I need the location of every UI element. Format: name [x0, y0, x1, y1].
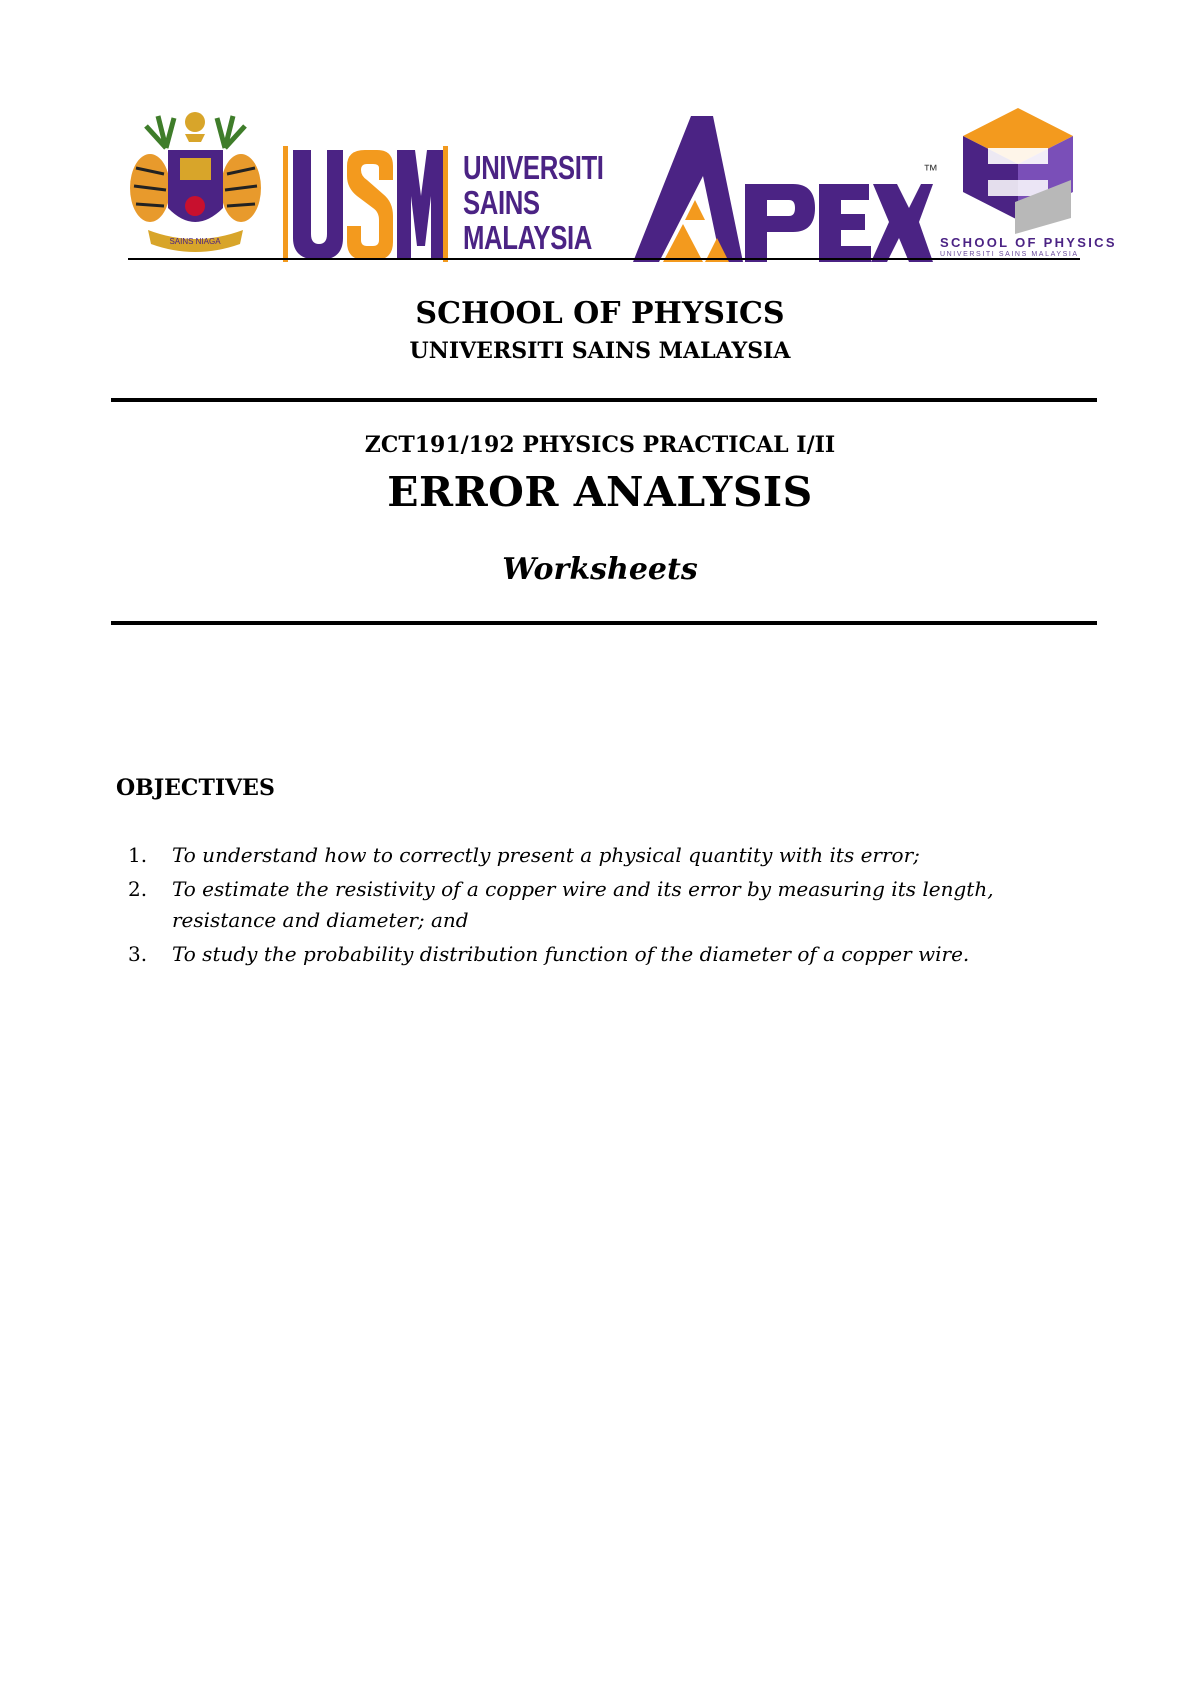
usm-word-1: UNIVERSITI	[463, 149, 604, 186]
banner-divider	[128, 258, 1080, 260]
apex-trademark: ™	[923, 162, 938, 179]
objective-number: 2.	[128, 877, 148, 901]
objective-text: To estimate the resistivity of a copper wire and its error by measuring its length, resistance and diameter; and	[172, 877, 994, 932]
usm-letters-icon	[283, 146, 448, 262]
course-code: ZCT191/192 PHYSICS PRACTICAL I/II	[364, 432, 836, 458]
school-of-physics-wordmark: SCHOOL OF PHYSICS	[940, 235, 1117, 250]
school-name: SCHOOL OF PHYSICS	[415, 296, 785, 331]
objective-item	[128, 939, 1098, 970]
document-title: ERROR ANALYSIS	[387, 468, 813, 516]
objective-number: 1.	[128, 843, 148, 867]
objective-item	[128, 874, 1098, 936]
usm-word-3: MALAYSIA	[463, 219, 592, 256]
apex-logo	[633, 116, 933, 264]
crest-motto: SAINS NIAGA	[169, 237, 221, 246]
objective-text: To study the probability distribution function of the diameter of a copper wire.	[172, 942, 970, 966]
usm-word-2: SAINS	[463, 184, 540, 221]
header-divider-bottom	[111, 621, 1097, 625]
usm-logo	[283, 146, 604, 262]
school-of-physics-tagline: UNIVERSITI SAINS MALAYSIA	[940, 251, 1079, 258]
objective-item	[128, 840, 1098, 871]
usm-wordmark	[463, 150, 604, 255]
header-divider-top	[111, 398, 1097, 402]
objective-number: 3.	[128, 942, 148, 966]
objective-text: To understand how to correctly present a physical quantity with its error;	[172, 843, 920, 867]
usm-crest-icon	[128, 108, 263, 258]
objectives-heading: OBJECTIVES	[116, 775, 275, 801]
objectives-list	[128, 840, 1098, 973]
logo-banner	[128, 108, 1117, 264]
university-name: UNIVERSITI SAINS MALAYSIA	[409, 338, 791, 364]
document-subtitle: Worksheets	[502, 552, 698, 587]
